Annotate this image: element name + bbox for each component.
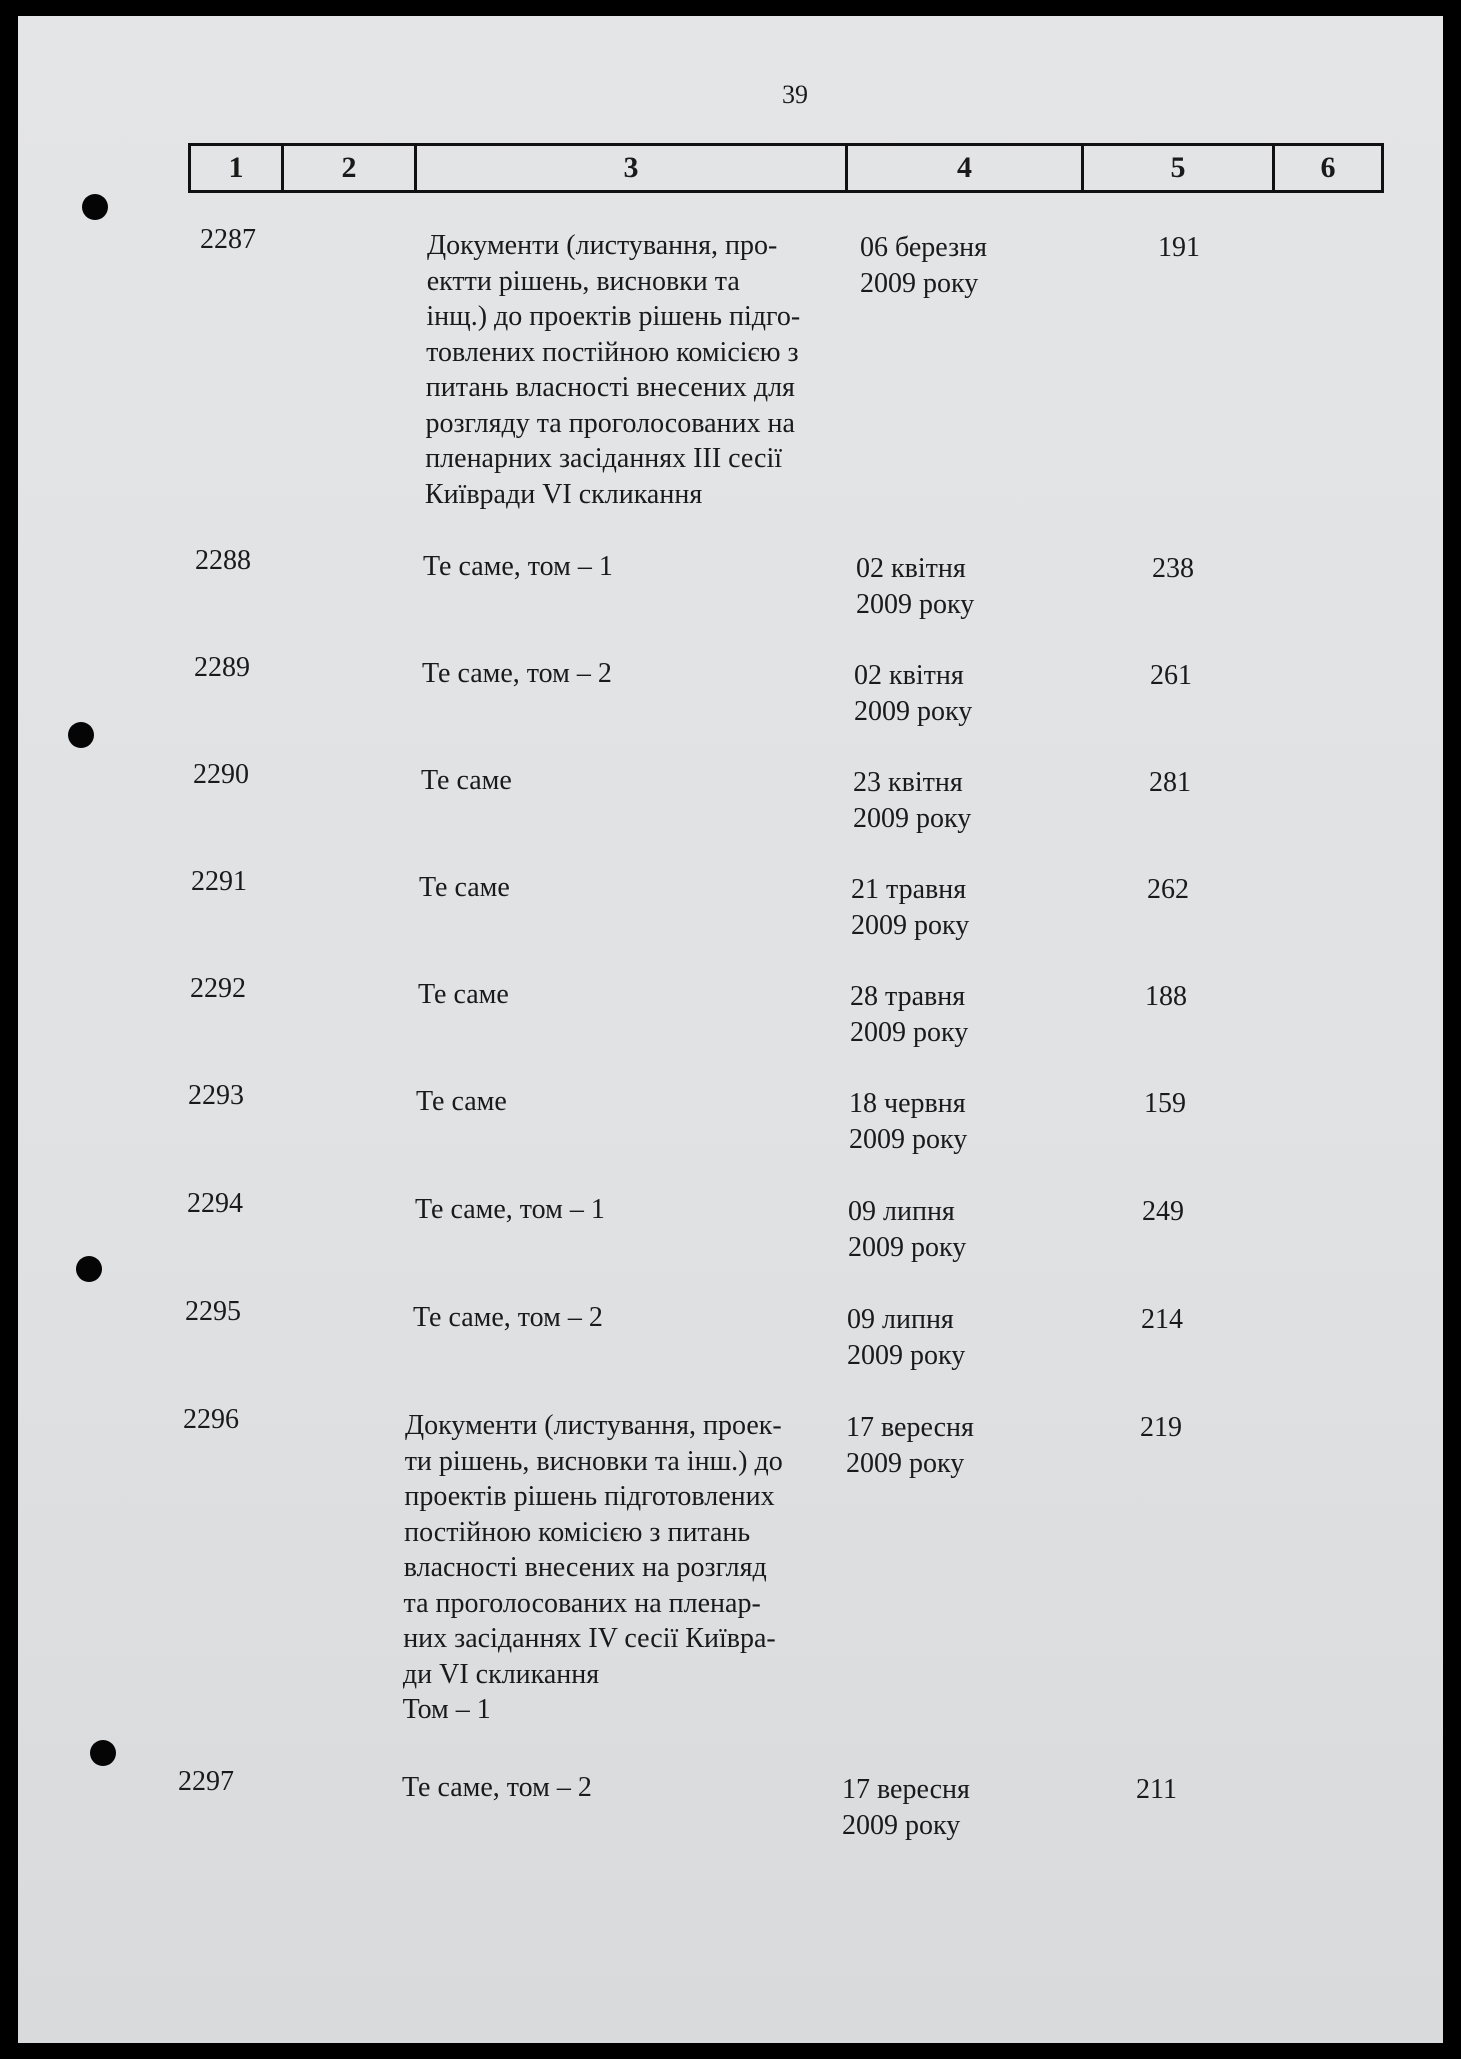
row-title-line: та проголосованих на пленар- — [403, 1587, 761, 1619]
row-title-line: пленарних засіданнях ІІІ сесії — [425, 443, 783, 474]
row-number: 2290 — [193, 759, 249, 790]
row-sheet-count: 281 — [1149, 767, 1191, 798]
row-date-line: 2009 року — [849, 1123, 968, 1155]
row-number: 2289 — [194, 652, 250, 683]
binder-hole-3 — [76, 1256, 102, 1282]
row-date-line: 09 липня — [848, 1196, 955, 1227]
row-date-line: 2009 року — [860, 267, 979, 299]
row-date-line: 2009 року — [853, 802, 972, 834]
row-date-line: 02 квітня — [856, 553, 966, 584]
row-sheet-count: 211 — [1136, 1774, 1177, 1805]
row-title-line: них засіданнях IV сесії Київра- — [403, 1623, 776, 1654]
page-number: 39 — [782, 80, 808, 109]
row-sheet-count: 159 — [1144, 1088, 1186, 1119]
row-date-line: 2009 року — [856, 588, 975, 620]
row-date-line: 2009 року — [847, 1339, 966, 1371]
row-date-line: 17 вересня — [846, 1412, 974, 1443]
row-date-line: 18 червня — [849, 1088, 966, 1119]
row-date-line: 2009 року — [846, 1447, 965, 1479]
row-sheet-count: 219 — [1140, 1412, 1182, 1443]
row-title-line: Документи (листування, проек- — [405, 1410, 782, 1441]
row-date-line: 2009 року — [848, 1231, 967, 1263]
row-number: 2295 — [185, 1296, 241, 1327]
row-sheet-count: 262 — [1147, 874, 1189, 905]
table-header — [188, 143, 1384, 193]
row-title-line: ди VI скликання — [402, 1658, 600, 1690]
row-title-line: товлених постійною комісією з — [426, 336, 799, 368]
row-title-line: Те саме — [416, 1086, 507, 1117]
row-title-line: Те саме, том – 1 — [423, 551, 613, 582]
row-title-line: Те саме, том – 1 — [415, 1194, 605, 1225]
row-number: 2288 — [195, 545, 251, 576]
row-title-line: Те саме — [419, 872, 510, 903]
row-sheet-count: 214 — [1141, 1304, 1183, 1335]
row-date-line: 02 квітня — [854, 660, 964, 691]
row-title-line: ектти рішень, висновки та — [426, 265, 740, 297]
binder-hole-2 — [68, 722, 94, 748]
row-date-line: 2009 року — [850, 1016, 969, 1048]
row-title-line: розгляду та проголосованих на — [425, 407, 795, 439]
row-title-line: Те саме — [421, 765, 512, 796]
row-title-line: Київради VI скликання — [424, 478, 703, 510]
row-title-line: Том – 1 — [402, 1694, 491, 1725]
row-title-line: питань власності внесених для — [425, 372, 795, 403]
row-title-line: Те саме — [418, 979, 509, 1010]
row-title-line: Те саме, том – 2 — [402, 1772, 592, 1803]
row-date-line: 06 березня — [860, 232, 987, 263]
row-number: 2291 — [191, 866, 247, 897]
row-sheet-count: 191 — [1158, 232, 1200, 263]
row-date-line: 2009 року — [851, 909, 970, 941]
row-title-line: власності внесених на розгляд — [403, 1552, 767, 1583]
row-title-line: постійною комісією з питань — [404, 1516, 751, 1548]
row-date-line: 23 квітня — [853, 767, 963, 798]
row-title-line: Документи (листування, про- — [427, 230, 778, 261]
row-number: 2293 — [188, 1080, 244, 1111]
row-date-line: 2009 року — [854, 695, 973, 727]
row-title-line: ти рішень, висновки та інш.) до — [404, 1445, 783, 1477]
row-number: 2294 — [187, 1188, 243, 1219]
row-number: 2297 — [178, 1766, 234, 1797]
binder-hole-4 — [90, 1740, 116, 1766]
row-date-line: 21 травня — [851, 874, 967, 905]
row-title-line: проектів рішень підготовлених — [404, 1481, 775, 1512]
row-title-line: інщ.) до проектів рішень підго- — [426, 301, 801, 332]
row-date-line: 17 вересня — [842, 1774, 970, 1805]
row-date-line: 09 липня — [847, 1304, 954, 1335]
row-date-line: 2009 року — [842, 1809, 961, 1841]
row-sheet-count: 261 — [1150, 660, 1192, 691]
row-title-line: Те саме, том – 2 — [413, 1302, 603, 1333]
row-sheet-count: 238 — [1152, 553, 1194, 584]
header-col-4: 4 — [845, 143, 1084, 193]
row-number: 2296 — [183, 1404, 239, 1435]
row-title-line: Те саме, том – 2 — [422, 658, 612, 689]
row-sheet-count: 188 — [1145, 981, 1187, 1012]
binder-hole-1 — [82, 194, 108, 220]
header-col-1: 1 — [188, 143, 284, 193]
row-number: 2292 — [190, 973, 246, 1004]
header-col-5: 5 — [1081, 143, 1275, 193]
row-sheet-count: 249 — [1142, 1196, 1184, 1227]
row-number: 2287 — [200, 224, 256, 255]
row-date-line: 28 травня — [850, 981, 966, 1012]
header-col-6: 6 — [1272, 143, 1384, 193]
header-col-2: 2 — [281, 143, 417, 193]
header-col-3: 3 — [414, 143, 848, 193]
